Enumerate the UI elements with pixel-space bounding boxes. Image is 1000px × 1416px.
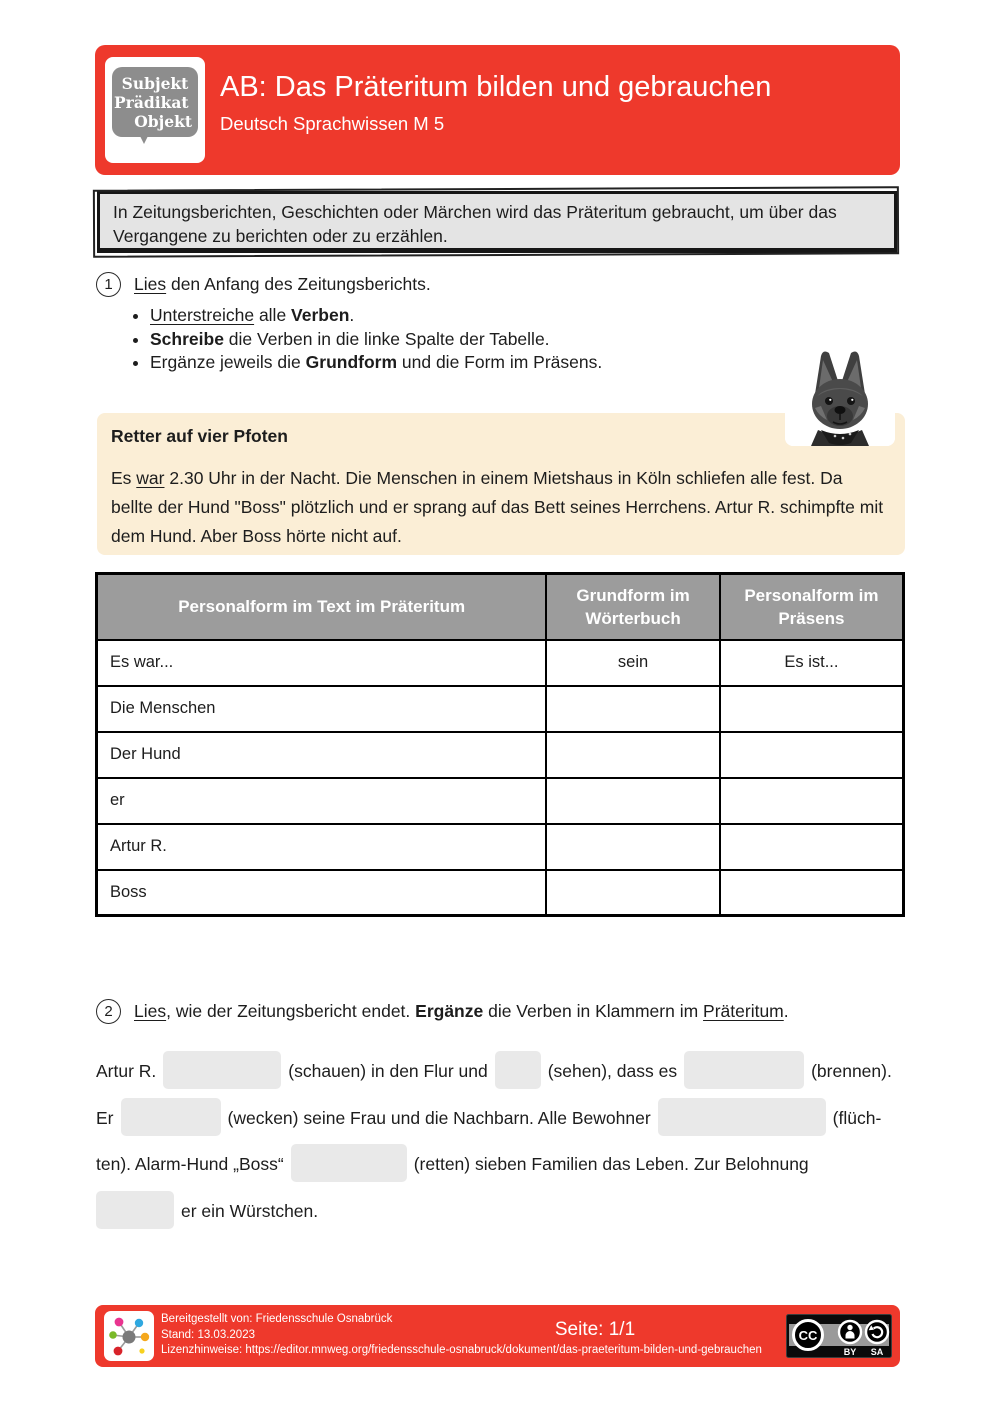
cloze-text: Artur R.	[96, 1061, 157, 1081]
page-title: AB: Das Präteritum bilden und gebrauchen	[220, 71, 772, 103]
dog-photo	[785, 346, 895, 446]
task2-verb2: Präteritum	[703, 1001, 784, 1021]
bullet1-bold: Verben	[291, 305, 350, 325]
cell-empty[interactable]	[720, 732, 904, 778]
mnweg-logo	[104, 1311, 154, 1361]
task1-number-badge: 1	[96, 272, 121, 297]
cc-by-sa-badge	[786, 1314, 892, 1358]
cell-empty[interactable]	[546, 686, 720, 732]
cell-empty[interactable]	[720, 778, 904, 824]
page-indicator: Seite: 1/1	[554, 1319, 636, 1340]
cloze-text: (flüch-	[832, 1107, 882, 1128]
story-underlined-verb: war	[136, 468, 165, 488]
cloze-text: (schauen) in den Flur und	[288, 1061, 488, 1081]
task2-t2: die Verben in Klammern im	[483, 1001, 704, 1021]
cell-personalform: Boss	[97, 870, 547, 916]
table-row	[97, 732, 904, 778]
bullet3-text: Ergänze jeweils die	[150, 352, 306, 372]
cell-personalform: Es war...	[97, 640, 547, 686]
cloze-text: (wecken) seine Frau und die Nachbarn. Alle Bewohner	[227, 1107, 651, 1128]
task2-verb1: Lies	[134, 1001, 167, 1021]
bullet2-text: die Verben in die linke Spalte der Tabelle.	[223, 328, 550, 349]
cell-personalform: er	[97, 778, 547, 824]
logo-line: Objekt	[134, 112, 192, 131]
cloze-text: (brennen).	[811, 1061, 892, 1081]
logo-box	[105, 57, 205, 163]
story-box	[97, 413, 905, 555]
cloze-line-3	[96, 1141, 908, 1188]
cell-empty[interactable]	[720, 686, 904, 732]
cell-empty[interactable]	[546, 778, 720, 824]
cloze-blank-3[interactable]	[684, 1051, 804, 1089]
bullet-item	[150, 304, 602, 328]
logo-line: Prädikat	[114, 93, 189, 112]
cell-empty[interactable]	[720, 870, 904, 916]
cell-empty[interactable]	[546, 824, 720, 870]
bullet-item	[150, 351, 602, 375]
task2-number-badge: 2	[96, 999, 121, 1024]
footer-license-url: Lizenzhinweise: https://editor.mnweg.org/friedensschule-osnabruck/dokument/das-praeteritum-bilden-und-gebrauchen	[161, 1344, 762, 1356]
cloze-text: (retten) sieben Familien das Leben. Zur Belohnung	[413, 1154, 809, 1174]
cell-praesens: Es ist...	[720, 640, 904, 686]
cloze-blank-4[interactable]	[121, 1098, 221, 1136]
task2-instruction	[96, 1001, 789, 1024]
dog-illustration-icon	[785, 346, 895, 446]
task1-text	[134, 274, 431, 295]
by-label: BY	[843, 1347, 857, 1357]
bullet1-text: alle	[254, 305, 292, 325]
cloze-text: Er	[96, 1107, 114, 1128]
cell-empty[interactable]	[546, 732, 720, 778]
cell-empty[interactable]	[720, 824, 904, 870]
page-subtitle: Deutsch Sprachwissen M 5	[220, 113, 445, 134]
bullet2-bold: Schreibe	[150, 328, 224, 349]
task2-t1: , wie der Zeitungsbericht endet.	[166, 1001, 416, 1021]
task2-bold: Ergänze	[415, 1001, 484, 1021]
table-row	[97, 824, 904, 870]
network-nodes-icon	[104, 1311, 154, 1361]
cloze-text: er ein Würstchen.	[181, 1200, 319, 1221]
cloze-line-2	[96, 1095, 908, 1142]
footer-provided-by: Bereitgestellt von: Friedensschule Osnabrück	[161, 1313, 393, 1325]
cell-personalform: Die Menschen	[97, 686, 547, 732]
header-banner	[95, 45, 900, 175]
cloze-text: (sehen), dass es	[547, 1061, 678, 1081]
task1-bullet-list	[133, 304, 602, 375]
bullet3-bold: Grundform	[305, 352, 398, 372]
intro-text: In Zeitungsberichten, Geschichten oder Märchen wird das Präteritum gebraucht, um über das Vergangene zu berichten oder zu erzählen.	[113, 202, 837, 246]
speech-bubble-icon	[112, 67, 198, 137]
cloze-blank-6[interactable]	[291, 1144, 407, 1182]
cloze-text: ten). Alarm-Hund „Boss“	[96, 1154, 284, 1174]
bullet1-underline: Unterstreiche	[150, 305, 255, 325]
bullet3-rest: und die Form im Präsens.	[397, 352, 603, 372]
task1-instruction	[96, 274, 431, 297]
cell-personalform: Artur R.	[97, 824, 547, 870]
story-pre: Es	[111, 468, 137, 488]
col-header-praeteritum: Personalform im Text im Präteritum	[97, 574, 547, 640]
cell-empty[interactable]	[546, 870, 720, 916]
footer-banner	[95, 1305, 900, 1367]
cell-grundform: sein	[546, 640, 720, 686]
cell-personalform: Der Hund	[97, 732, 547, 778]
table-row	[97, 870, 904, 916]
bullet-item	[150, 328, 602, 352]
task1-verb: Lies	[134, 274, 167, 294]
cloze-blank-2[interactable]	[495, 1051, 541, 1089]
footer-stand: Stand: 13.03.2023	[161, 1328, 255, 1341]
cloze-blank-5[interactable]	[658, 1098, 826, 1136]
table-row	[97, 778, 904, 824]
cloze-blank-7[interactable]	[96, 1191, 174, 1229]
cloze-paragraph	[96, 1048, 908, 1234]
col-header-praesens: Personalform im Präsens	[720, 574, 904, 640]
sa-label: SA	[870, 1347, 884, 1357]
col-header-grundform: Grundform im Wörterbuch	[546, 574, 720, 640]
task2-text	[134, 1001, 789, 1022]
task2-t3: .	[783, 1001, 789, 1021]
task1-rest: den Anfang des Zeitungsberichts.	[166, 274, 431, 294]
story-rest: 2.30 Uhr in der Nacht. Die Menschen in einem Mietshaus in Köln schliefen alle fest. Da bellte der Hund "Boss" plötzlich und er sprang auf das Bett seines Herrchens. Artur R. schimpfte mit dem Hund. Aber Boss hörte nicht auf.	[111, 468, 884, 546]
story-title: Retter auf vier Pfoten	[111, 426, 288, 446]
cloze-blank-1[interactable]	[163, 1051, 281, 1089]
logo-line: Subjekt	[121, 74, 189, 93]
verb-table	[95, 572, 905, 917]
bullet1-period: .	[349, 305, 355, 325]
cloze-line-1	[96, 1048, 908, 1095]
table-row	[97, 640, 904, 686]
cloze-line-4	[96, 1188, 908, 1235]
table-row	[97, 686, 904, 732]
cc-label: CC	[798, 1328, 818, 1343]
cc-license-icon	[786, 1314, 892, 1358]
intro-info-box	[97, 191, 897, 253]
story-text	[111, 464, 889, 551]
